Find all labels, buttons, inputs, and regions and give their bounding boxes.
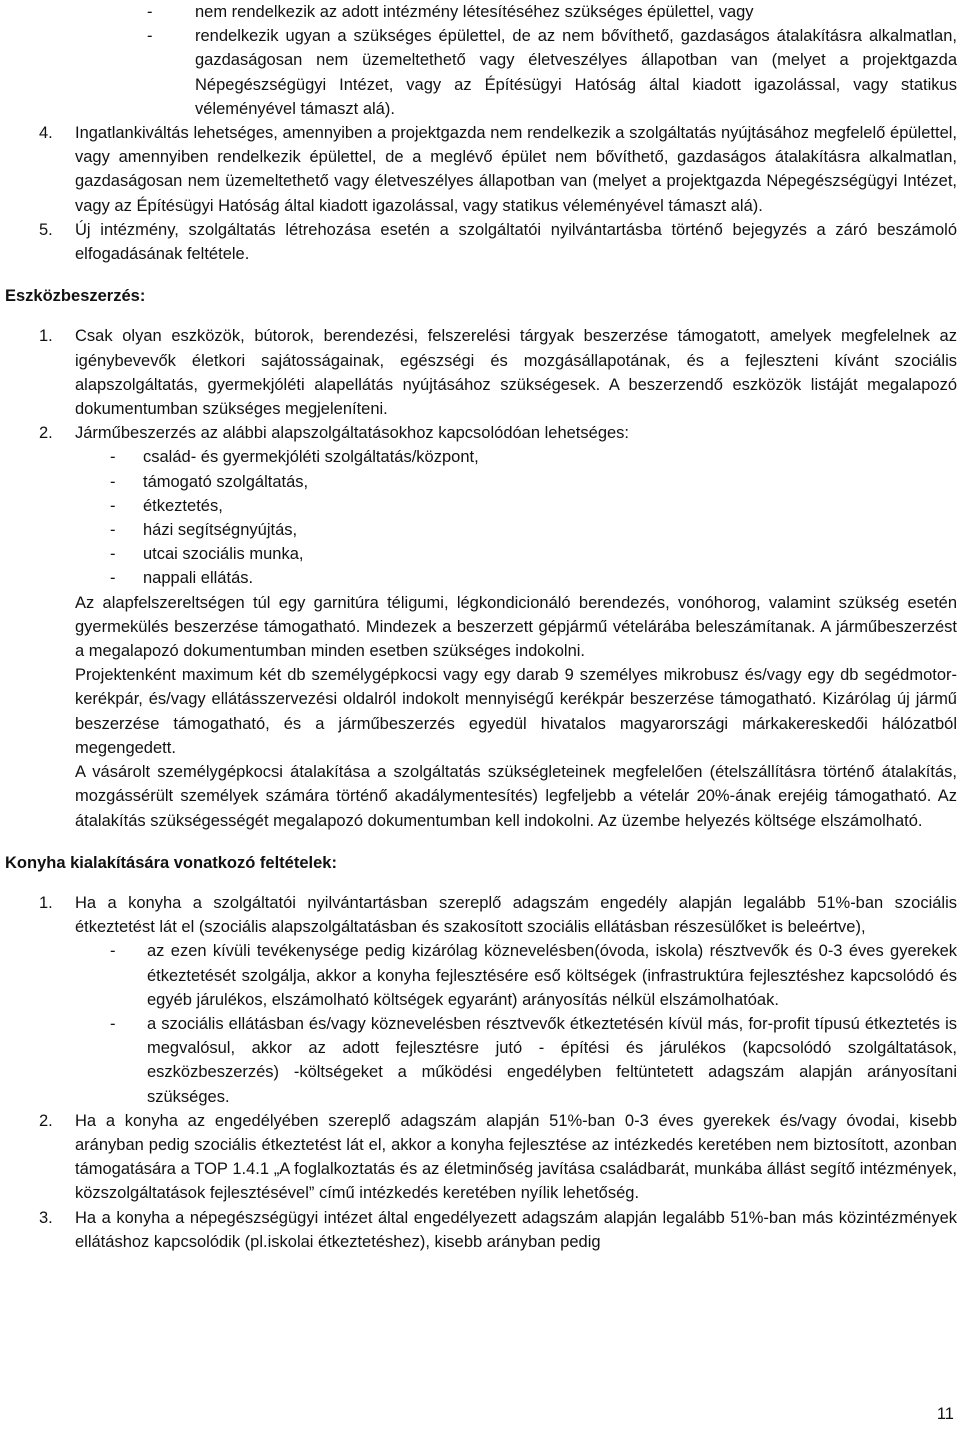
list-item [5,518,957,542]
dash-marker: - [110,569,116,588]
numbered-item [5,324,957,421]
numbered-item [5,1109,957,1206]
section-heading: Eszközbeszerzés: [5,287,146,306]
item-text: Ingatlankiváltás lehetséges, amennyiben a projektgazda nem rendelkezik a szolgáltatás nyújtásához megfelelő épülettel, vagy amennyiben rendelkezik épülettel, de a meglévő épület nem bővíthető, gazdaságos átalakításra alkalmatlan, gazdaságosan nem üzemeltethető vagy életveszélyes állapotban van (melyet a projektgazda Népegészségügyi Intézet, vagy az Építésügyi Hatóság által kiadott igazolással, vagy statikus véleményével támaszt alá). [75,124,957,215]
list-item-text: a szociális ellátásban és/vagy köznevelésben résztvevők étkeztetésén kívül más, for-profit típusú étkeztetés is megvalósul, akkor az adott fejlesztésre jutó - építési és járulékos (kapcsolódó szolgáltatások, eszközbeszerzés) -költségeket a működési engedélyben feltüntetett adagszám alapján arányosítani szükséges. [147,1014,957,1106]
list-item [5,445,957,469]
item-number: 1. [39,327,53,346]
section-heading: Konyha kialakítására vonatkozó feltételek: [5,853,337,872]
item-number: 2. [39,424,53,443]
paragraph: Projektenként maximum két db személygépkocsi vagy egy darab 9 személyes mikrobusz és/vagy egy db segédmotor-kerékpár, és/vagy ellátásszervezési oldalról indokolt mennyiségű kerékpár beszerzése támogatható. Kizárólag új jármű beszerzése támogatható, és a járműbeszerzés egyedül hivatalos magyarországi márkakereskedői hálózatból megengedett. [75,666,957,757]
dash-marker: - [110,472,116,491]
item-number: 4. [39,124,53,143]
dash-marker: - [147,27,153,46]
dash-marker: - [110,521,116,540]
item-text: Csak olyan eszközök, bútorok, berendezési, felszerelési tárgyak beszerzése támogatott, amelyek megfelelnek az igénybevevők életkori sajátosságainak, egészségi és mozgásállapotának, és a fejleszteni kívánt szociális alapszolgáltatás, gyermekjóléti alapellátás nyújtásához szükségesek. A beszerzendő eszközök listáját megalapozó dokumentumban szükséges megjeleníteni. [75,327,957,419]
list-item-text: rendelkezik ugyan a szükséges épülettel, de az nem bővíthető, gazdaságos átalakításra alkalmatlan, gazdaságosan nem üzemeltethető vagy életveszélyes állapotban van (melyet a projektgazda Népegészségügyi Intézet, vagy az Építésügyi Hatóság által kiadott igazolással, vagy statikus véleményével támaszt alá). [195,27,957,118]
item-number: 3. [39,1208,53,1227]
dash-marker: - [110,448,116,467]
dash-marker: - [147,3,153,21]
paragraph: A vásárolt személygépkocsi átalakítása a szolgáltatás szükségleteinek megfelelően (ételszállításra történő átalakítás, mozgássérült személyek számára történő akadálymentesítés) legfeljebb a vételár 20%-ának erejéig támogatható. Az átalakítás szükségességét megalapozó dokumentumban kell indokolni. Az üzembe helyezés költsége elszámolható. [75,763,957,830]
list-item [5,1012,957,1109]
list-item-text: utcai szociális munka, [143,545,304,564]
service-list [5,445,957,590]
numbered-item [5,218,957,266]
item-text: Járműbeszerzés az alábbi alapszolgáltatásokhoz kapcsolódóan lehetséges: [75,424,630,443]
item-text: Új intézmény, szolgáltatás létrehozása esetén a szolgáltatói nyilvántartásba történő bejegyzés a záró beszámoló elfogadásának feltétele. [75,220,957,264]
item-text: Ha a konyha a népegészségügyi intézet által engedélyezett adagszám alapján legalább 51%-ban más közintézmények ellátáshoz kapcsolódik (pl.iskolai étkeztetéshez), kisebb arányban pedig [75,1208,957,1251]
item-number: 5. [39,220,53,239]
list-item [5,0,957,24]
item-text: Ha a konyha a szolgáltatói nyilvántartásban szereplő adagszám engedély alapján legalább 51%-ban szociális étkeztetést lát el (szociális alapszolgáltatásban és szakosított szociális ellátásban részesülőket is beleértve), [75,893,957,937]
dash-marker: - [110,496,116,515]
list-item-text: nem rendelkezik az adott intézmény létesítéséhez szükséges épülettel, vagy [195,3,754,21]
list-item [5,494,957,518]
item-number: 2. [39,1111,53,1130]
list-item-text: nappali ellátás. [143,569,254,588]
list-item-text: házi segítségnyújtás, [143,521,298,540]
numbered-item [5,1206,957,1254]
numbered-item [5,121,957,218]
paragraph: Az alapfelszereltségen túl egy garnitúra téligumi, légkondicionáló berendezés, vonóhorog, valamint szükség esetén gyermekülés beszerzése támogatható. Mindezek a beszerzett gépjármű vételárába beleszámítanak. A járműbeszerzést a megalapozó dokumentumban minden esetben szükséges indokolni. [75,593,957,661]
numbered-item [5,421,957,445]
dash-marker: - [110,1014,116,1033]
numbered-item [5,891,957,939]
list-item-text: támogató szolgáltatás, [143,472,309,491]
dash-marker: - [110,942,116,961]
page-number: 11 [936,1405,954,1423]
item-text: Ha a konyha az engedélyében szereplő adagszám alapján 51%-ban 0-3 éves gyerekek és/vagy óvodai, kisebb arányban pedig szociális étkeztetést lát el, akkor a konyha fejlesztése az intézkedés keretében nem biztosított, azonban támogatására a TOP 1.4.1 „A foglalkoztatás és az életminőség javítása családbarát, munkába állást segítő intézmények, közszolgáltatások fejlesztésével” című intézkedés keretében nyílik lehetőség. [75,1111,957,1203]
list-item-text: az ezen kívüli tevékenysége pedig kizárólag köznevelésben(óvoda, iskola) résztvevők és 0-3 éves gyerekek étkeztetését szolgálja, akkor a konyha fejlesztésére eső költségek (infrastruktúra fejlesztéshez kapcsolódó és egyéb járulékos, elszámolható költségek egyaránt) arányosítás nélkül elszámolhatóak. [147,942,957,1009]
page-content [5,0,957,1254]
list-item-text: étkeztetés, [143,496,223,515]
list-item [5,542,957,566]
list-item [5,566,957,590]
dash-marker: - [110,545,116,564]
list-item-text: család- és gyermekjóléti szolgáltatás/központ, [143,448,479,467]
item-number: 1. [39,893,53,912]
list-item [5,24,957,121]
list-item [5,470,957,494]
list-item [5,939,957,1012]
